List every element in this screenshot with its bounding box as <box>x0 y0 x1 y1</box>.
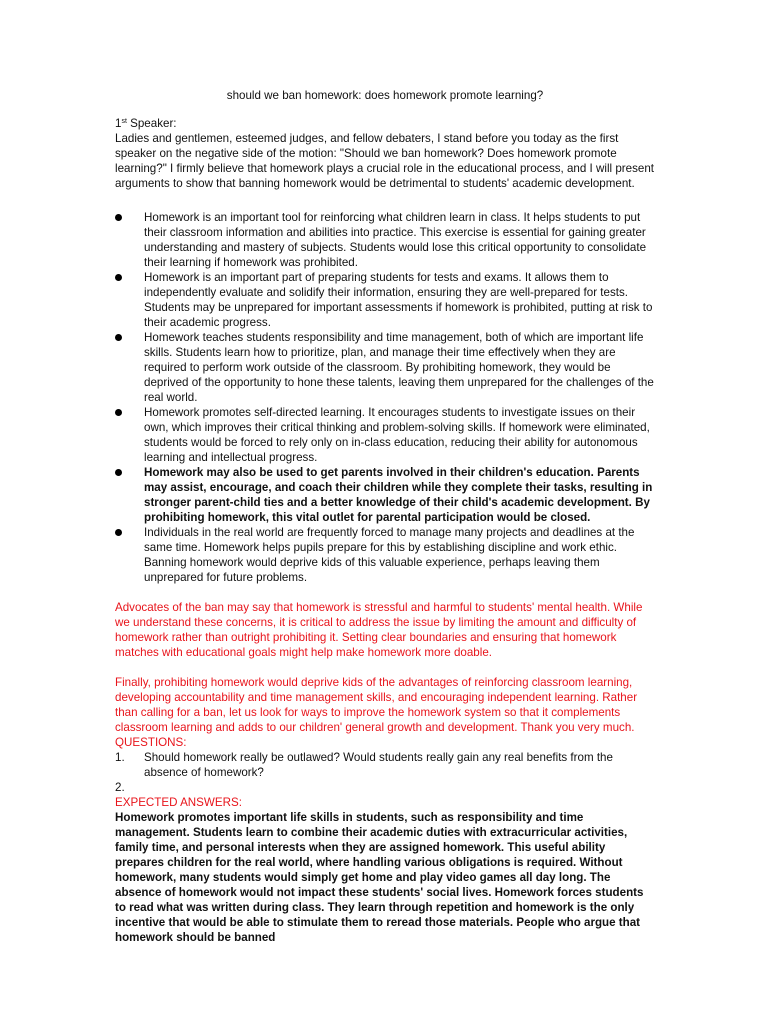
argument-text: Homework is an important part of preparing students for tests and exams. It allows them to independently evaluate and solidify their information, ensuring they are well-prepared for tests. Students may be unprepared for important assessments if homework is prohibited, putting at risk to their academic progress. <box>144 271 653 329</box>
document-title: should we ban homework: does homework promote learning? <box>226 89 544 102</box>
question-item <box>115 780 655 795</box>
argument-text: Homework may also be used to get parents involved in their children's education. Parents may assist, encourage, and coach their children while they complete their tasks, resulting in stronger parent-child ties and a better knowledge of their child's academic development. By prohibiting homework, this vital outlet for parental participation would be closed. <box>144 466 653 524</box>
argument-text: Individuals in the real world are frequently forced to manage many projects and deadlines at the same time. Homework helps pupils prepare for this by establishing discipline and work ethic. Banning homework would deprive kids of this valuable experience, perhaps leaving them unprepared for future problems. <box>144 526 635 584</box>
document-page <box>115 88 655 945</box>
argument-list <box>115 210 655 585</box>
question-number: 2. <box>115 781 125 794</box>
bullet-icon <box>115 409 122 416</box>
argument-text: Homework is an important tool for reinforcing what children learn in class. It helps students to put their classroom information and abilities into practice. This exercise is essential for gaining greater understanding and mastery of subjects. Students would lose this critical opportunity to consolidate their learning if homework was prohibited. <box>144 211 647 269</box>
bullet-icon <box>115 469 122 476</box>
speaker-ordinal-suffix: st <box>121 118 127 125</box>
argument-text: Homework promotes self-directed learning. It encourages students to investigate issues on their own, which improves their critical thinking and problem-solving skills. If homework were eliminated, students would be forced to rely only on in-class education, reducing their ability for autonomous learning and intellectual progress. <box>144 406 650 464</box>
questions-list <box>115 750 655 795</box>
speaker-ordinal: 1 <box>115 117 122 130</box>
conclusion-paragraph: Finally, prohibiting homework would deprive kids of the advantages of reinforcing classroom learning, developing accountability and time management skills, and encouraging independent learning. Rather than calling for a ban, let us look for ways to improve the homework system so that it complements classroom learning and adds to our children' general growth and development. Thank you very much. <box>115 676 638 734</box>
argument-item <box>115 210 655 270</box>
expected-answer-paragraph: Homework promotes important life skills in students, such as responsibility and time management. Students learn to combine their academic duties with extracurricular activities, family time, and personal interests when they are assigned homework. This useful ability prepares children for the real world, where handling various obligations is required. Without homework, many students would simply get home and play video games all day long. The absence of homework would not impact these students' social lives. Homework forces students to read what was written during class. They learn through repetition and homework is the only incentive that would be able to stimulate them to reread those materials. People who argue that homework should be banned <box>115 811 644 944</box>
expected-answers-label: EXPECTED ANSWERS: <box>115 796 242 809</box>
question-item <box>115 750 655 780</box>
speaker-label: Speaker: <box>126 117 177 130</box>
rebuttal-paragraph: Advocates of the ban may say that homework is stressful and harmful to students' mental health. While we understand these concerns, it is critical to address the issue by limiting the amount and difficulty of homework rather than outright prohibiting it. Setting clear boundaries and ensuring that homework matches with educational goals might help make homework more doable. <box>115 601 643 659</box>
question-number: 1. <box>115 751 125 764</box>
argument-item <box>115 270 655 330</box>
questions-label: QUESTIONS: <box>115 736 187 749</box>
argument-item <box>115 525 655 585</box>
argument-item-bold <box>115 465 655 525</box>
argument-item <box>115 405 655 465</box>
bullet-icon <box>115 334 122 341</box>
question-text: Should homework really be outlawed? Would students really gain any real benefits from the absence of homework? <box>144 751 613 779</box>
bullet-icon <box>115 529 122 536</box>
speaker-heading <box>115 116 655 131</box>
argument-item <box>115 330 655 405</box>
bullet-icon <box>115 214 122 221</box>
intro-paragraph: Ladies and gentlemen, esteemed judges, and fellow debaters, I stand before you today as the first speaker on the negative side of the motion: "Should we ban homework? Does homework promote learning?" I firmly believe that homework plays a crucial role in the educational process, and I will present arguments to show that banning homework would be detrimental to students' academic development. <box>115 132 654 190</box>
argument-text: Homework teaches students responsibility and time management, both of which are important life skills. Students learn how to prioritize, plan, and manage their time effectively when they are required to perform work outside of the classroom. By prohibiting homework, they would be deprived of the opportunity to hone these talents, leaving them unprepared for the challenges of the real world. <box>144 331 654 404</box>
bullet-icon <box>115 274 122 281</box>
